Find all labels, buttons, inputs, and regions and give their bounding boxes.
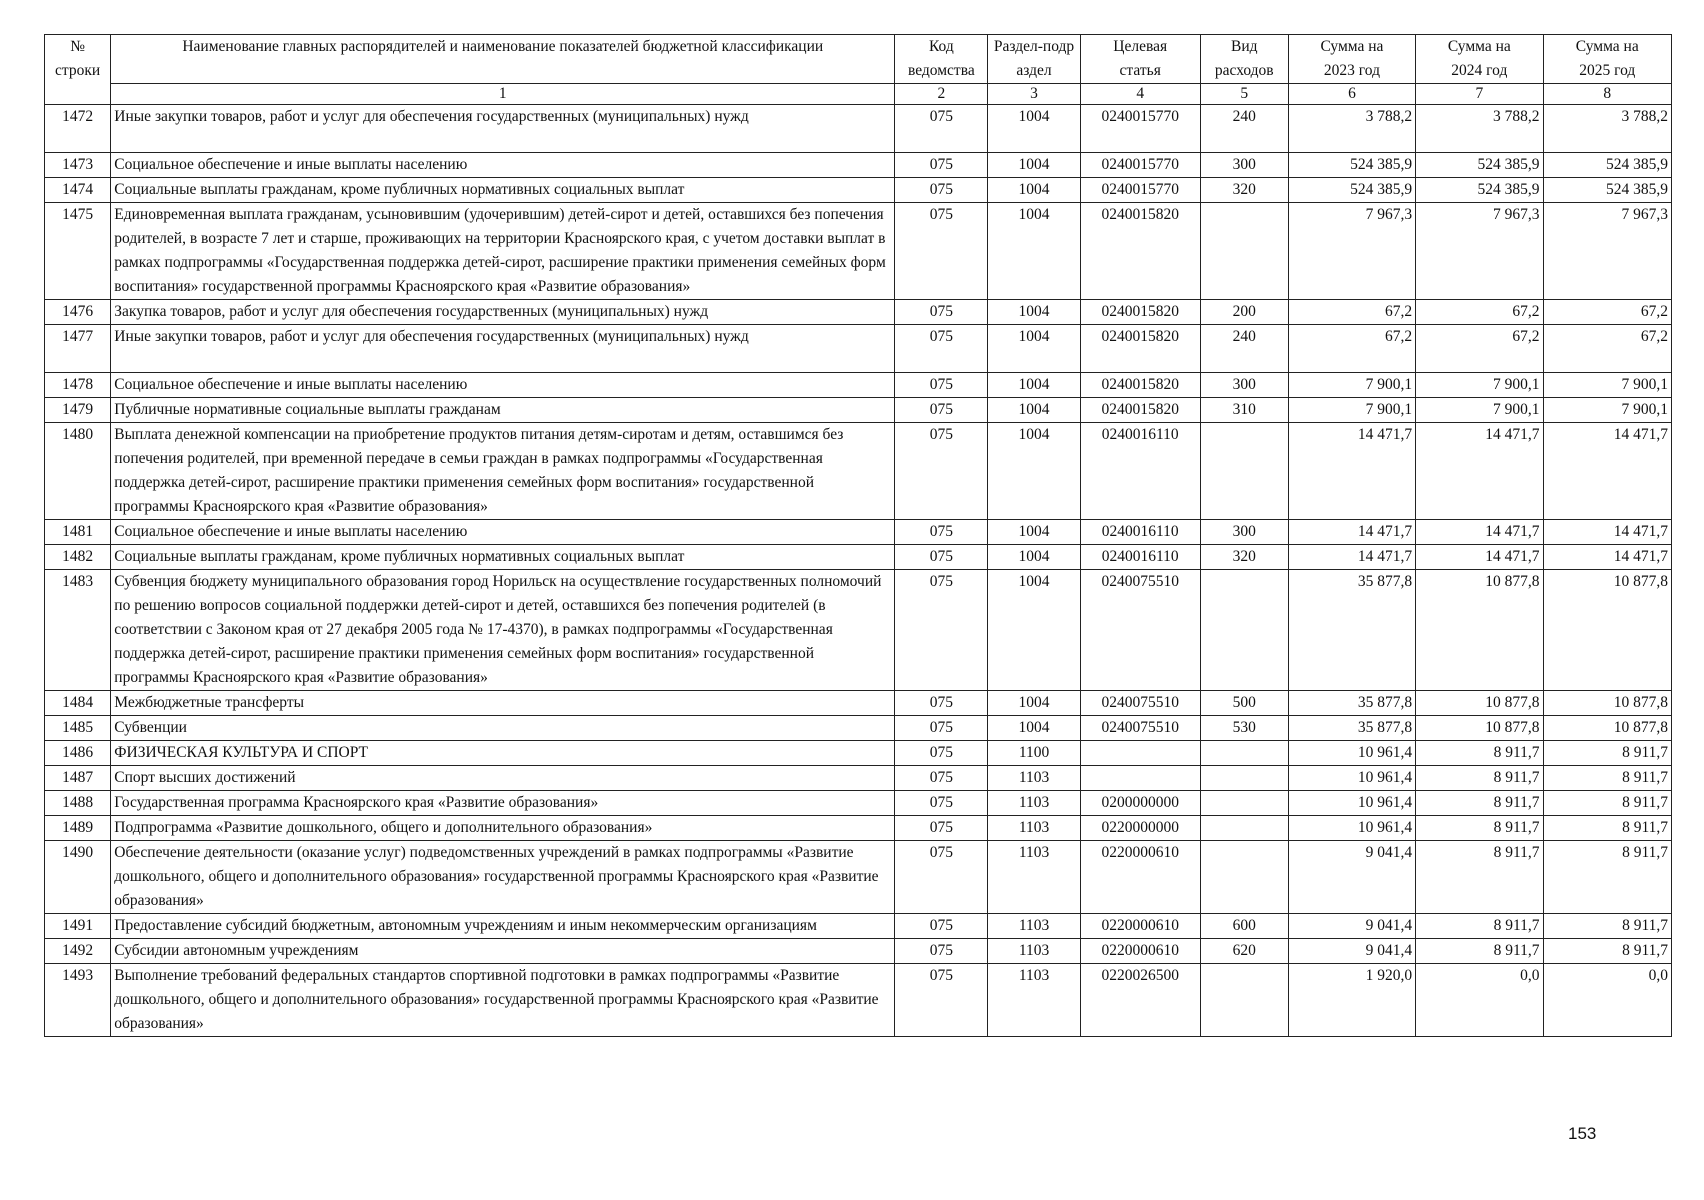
row-tsel: 0200000000 xyxy=(1080,791,1200,816)
table-body xyxy=(45,105,1672,1037)
row-ved: 075 xyxy=(895,423,988,520)
row-number: 1484 xyxy=(45,691,111,716)
row-vid xyxy=(1200,816,1288,841)
row-vid xyxy=(1200,203,1288,300)
row-name: Социальное обеспечение и иные выплаты населению xyxy=(111,153,895,178)
row-tsel: 0240015770 xyxy=(1080,105,1200,153)
row-tsel: 0240015770 xyxy=(1080,153,1200,178)
row-vid xyxy=(1200,423,1288,520)
row-sum-2024: 67,2 xyxy=(1416,300,1543,325)
table-row xyxy=(45,203,1672,300)
row-tsel: 0240015820 xyxy=(1080,325,1200,373)
colnum-5: 5 xyxy=(1200,84,1288,105)
row-name: Субвенция бюджету муниципального образования город Норильск на осуществление государственных полномочий по решению вопросов социальной поддержки детей-сирот и детей, оставшихся без попечения родителей (в соответствии с Законом края от 27 декабря 2005 года № 17-4370), в рамках подпрограммы «Государственная поддержка детей-сирот, расширение практики применения семейных форм воспитания» государственной программы Красноярского края «Развитие образования» xyxy=(111,570,895,691)
row-tsel: 0220000610 xyxy=(1080,939,1200,964)
row-razdel: 1103 xyxy=(988,766,1080,791)
row-sum-2024: 0,0 xyxy=(1416,964,1543,1037)
row-number: 1487 xyxy=(45,766,111,791)
row-sum-2024: 8 911,7 xyxy=(1416,816,1543,841)
row-name: Иные закупки товаров, работ и услуг для обеспечения государственных (муниципальных) нужд xyxy=(111,325,895,373)
row-number: 1485 xyxy=(45,716,111,741)
row-sum-2024: 8 911,7 xyxy=(1416,914,1543,939)
table-row xyxy=(45,691,1672,716)
row-tsel xyxy=(1080,766,1200,791)
row-vid xyxy=(1200,964,1288,1037)
table-row xyxy=(45,423,1672,520)
row-vid: 600 xyxy=(1200,914,1288,939)
row-name: Социальное обеспечение и иные выплаты населению xyxy=(111,373,895,398)
colnum-6: 6 xyxy=(1288,84,1415,105)
row-sum-2023: 10 961,4 xyxy=(1288,791,1415,816)
row-sum-2024: 14 471,7 xyxy=(1416,545,1543,570)
row-sum-2023: 10 961,4 xyxy=(1288,816,1415,841)
row-vid: 500 xyxy=(1200,691,1288,716)
header-s2024: Сумма на 2024 год xyxy=(1416,35,1543,84)
row-number: 1486 xyxy=(45,741,111,766)
row-name: Иные закупки товаров, работ и услуг для обеспечения государственных (муниципальных) нужд xyxy=(111,105,895,153)
row-razdel: 1004 xyxy=(988,691,1080,716)
row-ved: 075 xyxy=(895,741,988,766)
row-vid: 240 xyxy=(1200,325,1288,373)
table-header xyxy=(45,35,1672,105)
column-numbers-row xyxy=(45,84,1672,105)
row-sum-2024: 8 911,7 xyxy=(1416,791,1543,816)
header-name: Наименование главных распорядителей и наименование показателей бюджетной классификации xyxy=(111,35,895,84)
row-sum-2025: 7 900,1 xyxy=(1543,373,1671,398)
row-tsel: 0240015820 xyxy=(1080,373,1200,398)
row-vid: 300 xyxy=(1200,373,1288,398)
row-tsel: 0220000000 xyxy=(1080,816,1200,841)
header-razdel: Раздел-подраздел xyxy=(988,35,1080,84)
row-vid xyxy=(1200,741,1288,766)
row-sum-2023: 524 385,9 xyxy=(1288,178,1415,203)
table-row xyxy=(45,545,1672,570)
header-vid: Вид расходов xyxy=(1200,35,1288,84)
row-sum-2023: 67,2 xyxy=(1288,325,1415,373)
row-ved: 075 xyxy=(895,203,988,300)
row-number: 1480 xyxy=(45,423,111,520)
row-ved: 075 xyxy=(895,373,988,398)
table-row xyxy=(45,373,1672,398)
row-number: 1482 xyxy=(45,545,111,570)
row-razdel: 1004 xyxy=(988,105,1080,153)
row-tsel: 0220000610 xyxy=(1080,841,1200,914)
row-name: Субвенции xyxy=(111,716,895,741)
row-sum-2025: 67,2 xyxy=(1543,300,1671,325)
row-vid: 300 xyxy=(1200,520,1288,545)
row-sum-2025: 8 911,7 xyxy=(1543,914,1671,939)
row-razdel: 1103 xyxy=(988,964,1080,1037)
row-razdel: 1004 xyxy=(988,545,1080,570)
row-ved: 075 xyxy=(895,791,988,816)
row-sum-2023: 1 920,0 xyxy=(1288,964,1415,1037)
row-sum-2025: 8 911,7 xyxy=(1543,766,1671,791)
row-tsel: 0240016110 xyxy=(1080,423,1200,520)
row-vid: 320 xyxy=(1200,545,1288,570)
row-name: Межбюджетные трансферты xyxy=(111,691,895,716)
colnum-7: 7 xyxy=(1416,84,1543,105)
row-razdel: 1100 xyxy=(988,741,1080,766)
row-razdel: 1004 xyxy=(988,325,1080,373)
table-row xyxy=(45,398,1672,423)
row-tsel xyxy=(1080,741,1200,766)
table-row xyxy=(45,766,1672,791)
row-tsel: 0240016110 xyxy=(1080,520,1200,545)
row-name: Спорт высших достижений xyxy=(111,766,895,791)
table-row xyxy=(45,964,1672,1037)
row-sum-2024: 10 877,8 xyxy=(1416,691,1543,716)
row-vid: 320 xyxy=(1200,178,1288,203)
row-name: Социальное обеспечение и иные выплаты населению xyxy=(111,520,895,545)
row-number: 1489 xyxy=(45,816,111,841)
row-number: 1474 xyxy=(45,178,111,203)
row-razdel: 1004 xyxy=(988,178,1080,203)
row-number: 1483 xyxy=(45,570,111,691)
row-number: 1478 xyxy=(45,373,111,398)
row-name: Выплата денежной компенсации на приобретение продуктов питания детям-сиротам и детям, оставшимся без попечения родителей, при временной передаче в семьи граждан в рамках подпрограммы «Государственная поддержка детей-сирот, расширение практики применения семейных форм воспитания» государственной программы Красноярского края «Развитие образования» xyxy=(111,423,895,520)
row-tsel: 0240015770 xyxy=(1080,178,1200,203)
table-row xyxy=(45,741,1672,766)
row-ved: 075 xyxy=(895,570,988,691)
colnum-4: 4 xyxy=(1080,84,1200,105)
row-razdel: 1004 xyxy=(988,203,1080,300)
table-row xyxy=(45,716,1672,741)
row-razdel: 1103 xyxy=(988,914,1080,939)
row-vid: 300 xyxy=(1200,153,1288,178)
row-razdel: 1004 xyxy=(988,423,1080,520)
row-sum-2024: 7 900,1 xyxy=(1416,398,1543,423)
row-sum-2023: 14 471,7 xyxy=(1288,423,1415,520)
row-number: 1490 xyxy=(45,841,111,914)
row-tsel: 0240016110 xyxy=(1080,545,1200,570)
colnum-1: 1 xyxy=(111,84,895,105)
row-sum-2025: 524 385,9 xyxy=(1543,178,1671,203)
row-sum-2025: 8 911,7 xyxy=(1543,791,1671,816)
row-sum-2024: 8 911,7 xyxy=(1416,939,1543,964)
row-ved: 075 xyxy=(895,816,988,841)
row-ved: 075 xyxy=(895,325,988,373)
row-tsel: 0240015820 xyxy=(1080,398,1200,423)
row-sum-2024: 10 877,8 xyxy=(1416,570,1543,691)
table-row xyxy=(45,791,1672,816)
row-ved: 075 xyxy=(895,398,988,423)
row-tsel: 0240015820 xyxy=(1080,203,1200,300)
row-sum-2024: 14 471,7 xyxy=(1416,520,1543,545)
row-number: 1477 xyxy=(45,325,111,373)
row-tsel: 0240015820 xyxy=(1080,300,1200,325)
row-sum-2025: 8 911,7 xyxy=(1543,741,1671,766)
table-row xyxy=(45,570,1672,691)
row-vid xyxy=(1200,791,1288,816)
row-sum-2023: 67,2 xyxy=(1288,300,1415,325)
row-sum-2025: 7 900,1 xyxy=(1543,398,1671,423)
row-tsel: 0240075510 xyxy=(1080,716,1200,741)
row-sum-2024: 7 967,3 xyxy=(1416,203,1543,300)
row-sum-2025: 3 788,2 xyxy=(1543,105,1671,153)
row-sum-2025: 7 967,3 xyxy=(1543,203,1671,300)
row-sum-2023: 10 961,4 xyxy=(1288,741,1415,766)
header-s2023: Сумма на 2023 год xyxy=(1288,35,1415,84)
row-razdel: 1103 xyxy=(988,816,1080,841)
row-name: Субсидии автономным учреждениям xyxy=(111,939,895,964)
row-vid xyxy=(1200,841,1288,914)
row-razdel: 1004 xyxy=(988,300,1080,325)
row-number: 1481 xyxy=(45,520,111,545)
row-name: Социальные выплаты гражданам, кроме публичных нормативных социальных выплат xyxy=(111,545,895,570)
row-sum-2025: 8 911,7 xyxy=(1543,841,1671,914)
row-razdel: 1004 xyxy=(988,373,1080,398)
budget-table xyxy=(44,34,1672,1037)
row-sum-2025: 10 877,8 xyxy=(1543,716,1671,741)
row-tsel: 0220026500 xyxy=(1080,964,1200,1037)
row-razdel: 1004 xyxy=(988,520,1080,545)
row-razdel: 1004 xyxy=(988,570,1080,691)
row-name: Выполнение требований федеральных стандартов спортивной подготовки в рамках подпрограммы «Развитие дошкольного, общего и дополнительного образования» государственной программы Красноярского края «Развитие образования» xyxy=(111,964,895,1037)
row-number: 1493 xyxy=(45,964,111,1037)
row-number: 1492 xyxy=(45,939,111,964)
row-sum-2023: 14 471,7 xyxy=(1288,520,1415,545)
header-ved: Код ведомства xyxy=(895,35,988,84)
row-ved: 075 xyxy=(895,300,988,325)
row-ved: 075 xyxy=(895,691,988,716)
row-number: 1479 xyxy=(45,398,111,423)
row-number: 1476 xyxy=(45,300,111,325)
row-razdel: 1103 xyxy=(988,939,1080,964)
table-row xyxy=(45,914,1672,939)
row-sum-2025: 0,0 xyxy=(1543,964,1671,1037)
row-number: 1472 xyxy=(45,105,111,153)
row-sum-2025: 10 877,8 xyxy=(1543,570,1671,691)
row-sum-2023: 7 900,1 xyxy=(1288,398,1415,423)
row-name: Публичные нормативные социальные выплаты гражданам xyxy=(111,398,895,423)
row-sum-2023: 7 900,1 xyxy=(1288,373,1415,398)
row-sum-2024: 8 911,7 xyxy=(1416,766,1543,791)
colnum-8: 8 xyxy=(1543,84,1671,105)
row-sum-2025: 14 471,7 xyxy=(1543,423,1671,520)
row-number: 1488 xyxy=(45,791,111,816)
row-sum-2025: 10 877,8 xyxy=(1543,691,1671,716)
row-sum-2024: 14 471,7 xyxy=(1416,423,1543,520)
row-sum-2023: 3 788,2 xyxy=(1288,105,1415,153)
table-row xyxy=(45,178,1672,203)
row-sum-2023: 524 385,9 xyxy=(1288,153,1415,178)
row-razdel: 1004 xyxy=(988,153,1080,178)
header-tsel: Целевая статья xyxy=(1080,35,1200,84)
row-sum-2024: 10 877,8 xyxy=(1416,716,1543,741)
row-ved: 075 xyxy=(895,520,988,545)
row-number: 1473 xyxy=(45,153,111,178)
row-sum-2025: 14 471,7 xyxy=(1543,545,1671,570)
row-sum-2025: 14 471,7 xyxy=(1543,520,1671,545)
row-sum-2023: 14 471,7 xyxy=(1288,545,1415,570)
row-vid: 200 xyxy=(1200,300,1288,325)
table-row xyxy=(45,520,1672,545)
row-name: Предоставление субсидий бюджетным, автономным учреждениям и иным некоммерческим организациям xyxy=(111,914,895,939)
row-sum-2025: 8 911,7 xyxy=(1543,939,1671,964)
row-sum-2024: 3 788,2 xyxy=(1416,105,1543,153)
budget-table-sheet xyxy=(44,34,1672,1037)
row-razdel: 1004 xyxy=(988,716,1080,741)
row-sum-2024: 524 385,9 xyxy=(1416,178,1543,203)
row-razdel: 1103 xyxy=(988,791,1080,816)
row-name: Обеспечение деятельности (оказание услуг) подведомственных учреждений в рамках подпрограммы «Развитие дошкольного, общего и дополнительного образования» государственной программы Красноярского края «Развитие образования» xyxy=(111,841,895,914)
row-vid: 620 xyxy=(1200,939,1288,964)
table-row xyxy=(45,153,1672,178)
row-name: Единовременная выплата гражданам, усыновившим (удочерившим) детей-сирот и детей, оставшихся без попечения родителей, в возрасте 7 лет и старше, проживающих на территории Красноярского края, с учетом доставки выплат в рамках подпрограммы «Государственная поддержка детей-сирот, расширение практики применения семейных форм воспитания» государственной программы Красноярского края «Развитие образования» xyxy=(111,203,895,300)
row-ved: 075 xyxy=(895,766,988,791)
row-number: 1491 xyxy=(45,914,111,939)
row-sum-2024: 524 385,9 xyxy=(1416,153,1543,178)
row-tsel: 0240075510 xyxy=(1080,570,1200,691)
row-vid xyxy=(1200,570,1288,691)
row-name: Социальные выплаты гражданам, кроме публичных нормативных социальных выплат xyxy=(111,178,895,203)
row-sum-2025: 524 385,9 xyxy=(1543,153,1671,178)
row-vid xyxy=(1200,766,1288,791)
table-row xyxy=(45,300,1672,325)
row-ved: 075 xyxy=(895,716,988,741)
row-ved: 075 xyxy=(895,153,988,178)
row-sum-2023: 9 041,4 xyxy=(1288,939,1415,964)
row-sum-2025: 8 911,7 xyxy=(1543,816,1671,841)
row-sum-2023: 9 041,4 xyxy=(1288,914,1415,939)
row-sum-2023: 35 877,8 xyxy=(1288,691,1415,716)
row-razdel: 1103 xyxy=(988,841,1080,914)
row-name: Подпрограмма «Развитие дошкольного, общего и дополнительного образования» xyxy=(111,816,895,841)
row-name: Государственная программа Красноярского края «Развитие образования» xyxy=(111,791,895,816)
row-sum-2024: 67,2 xyxy=(1416,325,1543,373)
row-name: Закупка товаров, работ и услуг для обеспечения государственных (муниципальных) нужд xyxy=(111,300,895,325)
row-sum-2025: 67,2 xyxy=(1543,325,1671,373)
row-number: 1475 xyxy=(45,203,111,300)
row-sum-2023: 35 877,8 xyxy=(1288,716,1415,741)
row-sum-2024: 8 911,7 xyxy=(1416,841,1543,914)
row-tsel: 0240075510 xyxy=(1080,691,1200,716)
row-ved: 075 xyxy=(895,914,988,939)
row-ved: 075 xyxy=(895,964,988,1037)
table-row xyxy=(45,939,1672,964)
row-sum-2024: 8 911,7 xyxy=(1416,741,1543,766)
colnum-2: 2 xyxy=(895,84,988,105)
row-ved: 075 xyxy=(895,939,988,964)
header-row-no: № строки xyxy=(45,35,111,105)
table-row xyxy=(45,841,1672,914)
row-name: ФИЗИЧЕСКАЯ КУЛЬТУРА И СПОРТ xyxy=(111,741,895,766)
table-row xyxy=(45,325,1672,373)
row-vid: 530 xyxy=(1200,716,1288,741)
row-ved: 075 xyxy=(895,105,988,153)
page-number: 153 xyxy=(1568,1124,1597,1143)
row-tsel: 0220000610 xyxy=(1080,914,1200,939)
row-ved: 075 xyxy=(895,178,988,203)
row-sum-2024: 7 900,1 xyxy=(1416,373,1543,398)
row-sum-2023: 35 877,8 xyxy=(1288,570,1415,691)
colnum-3: 3 xyxy=(988,84,1080,105)
header-s2025: Сумма на 2025 год xyxy=(1543,35,1671,84)
row-razdel: 1004 xyxy=(988,398,1080,423)
row-sum-2023: 10 961,4 xyxy=(1288,766,1415,791)
row-sum-2023: 7 967,3 xyxy=(1288,203,1415,300)
row-sum-2023: 9 041,4 xyxy=(1288,841,1415,914)
row-ved: 075 xyxy=(895,841,988,914)
table-row xyxy=(45,816,1672,841)
row-vid: 240 xyxy=(1200,105,1288,153)
table-row xyxy=(45,105,1672,153)
row-vid: 310 xyxy=(1200,398,1288,423)
row-ved: 075 xyxy=(895,545,988,570)
